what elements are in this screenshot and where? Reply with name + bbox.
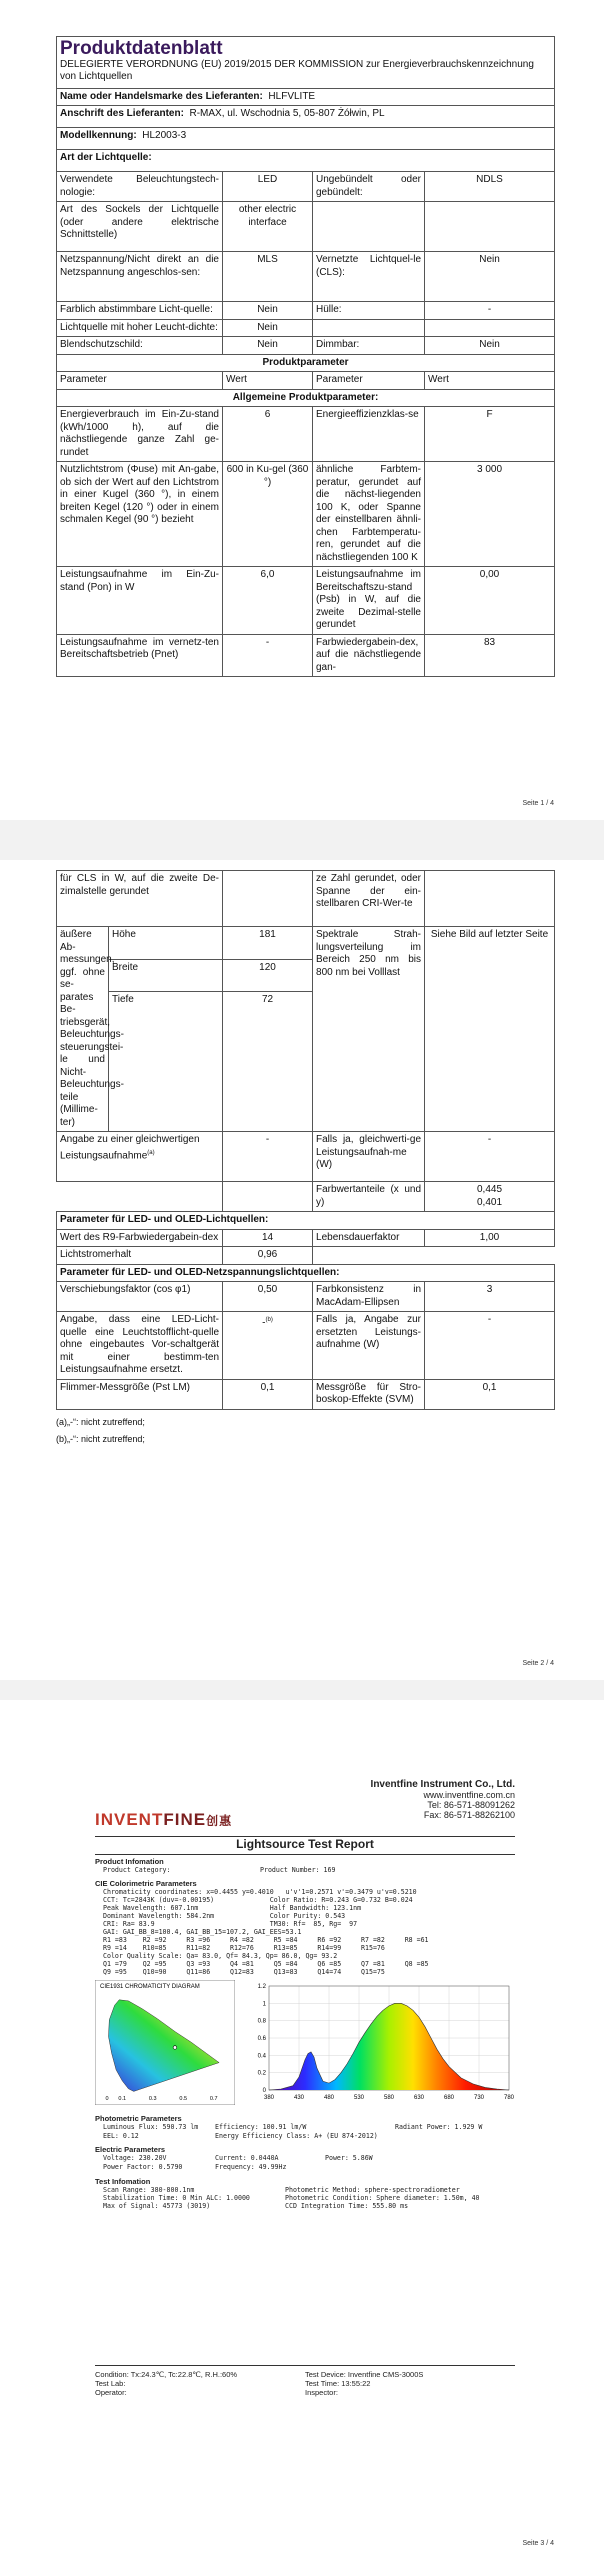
cell-label: für CLS in W, auf die zweite De-zimalstelle gerundet (57, 871, 223, 927)
col-header-value: Wert (223, 372, 313, 390)
general-params-header: Allgemeine Produktparameter: (57, 389, 555, 407)
cell-label: Vernetzte Lichtquel-le (CLS): (313, 252, 425, 302)
cell-label: Verwendete Beleuchtungstech-nologie: (57, 172, 223, 202)
cell-value: Nein (223, 319, 313, 337)
footnote-ref-b: (b) (265, 1317, 273, 1323)
cell-value: - (425, 302, 555, 320)
cie-line: Dominant Wavelength: 584.2nm Color Purity: 0.543 (103, 1912, 346, 1920)
cie-line: Peak Wavelength: 607.1nm Half Bandwidth: 123.1nm (103, 1904, 362, 1912)
cell-label: Leistungsaufnahme im vernetz-ten Bereitschaftsbetrieb (Pnet) (57, 634, 223, 677)
product-info-header: Product Infomation (95, 1857, 164, 1866)
cie-line: R1 =83 R2 =92 R3 =96 R4 =82 R5 =84 R6 =92 R7 =82 R8 =61 (103, 1936, 429, 1944)
table-row (57, 567, 555, 635)
stabilization-time: Stabilization Time: 0 Min ALC: 1.0000 (103, 2194, 250, 2202)
datasheet-table (56, 36, 555, 677)
y-tick-label: 0.6 (257, 2036, 266, 2042)
cell-label: Leistungsaufnahme im Ein-Zu-stand (Pon) in W (57, 567, 223, 635)
table-row (57, 634, 555, 677)
table-row (57, 407, 555, 462)
model-label: Modellkennung: (60, 130, 137, 141)
x-tick-label: 430 (293, 2095, 305, 2101)
table-row (57, 172, 555, 202)
equiv-power-w-label: Falls ja, gleichwerti-ge Leistungsaufnah-me (W) (313, 1132, 425, 1182)
table-row (57, 1247, 555, 1265)
replacement-w-label: Falls ja, Angabe zur ersetzten Leistungs-aufnahme (W) (313, 1312, 425, 1380)
electric-header: Electric Parameters (95, 2145, 166, 2154)
luminous-flux: Luminous Flux: 590.73 lm (103, 2123, 199, 2131)
x-tick-label: 530 (353, 2095, 365, 2101)
photometric-method: Photometric Method: sphere-spectroradiometer (285, 2186, 460, 2194)
cie-line: Q9 =95 Q10=90 Q11=86 Q12=83 Q13=83 Q14=74 Q15=75 (103, 1968, 385, 1976)
product-number: Product Number: 169 (260, 1866, 336, 1874)
type-label: Art der Lichtquelle: (60, 152, 152, 163)
empty-cell (313, 1247, 555, 1265)
x-tick-label: 380 (263, 2095, 275, 2101)
divider (95, 2365, 515, 2366)
table-row (57, 202, 555, 252)
table-row (57, 462, 555, 567)
footnotes (56, 1414, 554, 1448)
cie-diagram-title: CIE1931 CHROMATICITY DIAGRAM (100, 1984, 200, 1990)
cell-value: 6 (223, 407, 313, 462)
cell-value (425, 202, 555, 252)
table-row (57, 1312, 555, 1380)
cell-value: Nein (425, 337, 555, 355)
y-tick-label: 0.8 (257, 2018, 266, 2025)
datasheet-page-1 (56, 36, 554, 677)
eel: EEL: 0.12 (103, 2132, 139, 2140)
footnote-a: (a)„-“: nicht zutreffend; (56, 1416, 145, 1427)
datasheet-table-continued (56, 870, 555, 1410)
cell-value (223, 871, 313, 927)
r9-label: Wert des R9-Farbwiedergabein-dex (57, 1229, 223, 1247)
cell-value: 600 in Ku-gel (360 °) (223, 462, 313, 567)
table-row (57, 319, 555, 337)
page-3 (0, 1700, 604, 2560)
page-2 (0, 860, 604, 1680)
cie-line: GAI: GAI_BB_8=100.4, GAI_BB_15=107.2, GAI_EES=53.1 (103, 1928, 302, 1936)
divider (95, 1854, 515, 1855)
photometric-condition: Photometric Condition: Sphere diameter: 1.50m, 40 (285, 2194, 480, 2202)
displacement-factor-value: 0,50 (223, 1282, 313, 1312)
stroboscopic-value: 0,1 (425, 1379, 555, 1409)
y-tick-label: 0 (262, 2088, 266, 2094)
cie-line: R9 =14 R10=85 R11=82 R12=76 R13=85 R14=99 R15=76 (103, 1944, 385, 1952)
cell-label (313, 319, 425, 337)
frequency: Frequency: 49.99Hz (215, 2163, 287, 2171)
report-title: Lightsource Test Report (236, 1837, 374, 1851)
cell-label: Leistungsaufnahme im Bereitschaftszu-stand (Psb) in W, auf die zweite Dezimal-stelle gerundet (313, 567, 425, 635)
test-condition: Condition: Tx:24.3℃, Tc:22.8℃, R.H.:60% (95, 2370, 238, 2379)
page-number: Seite 1 / 4 (522, 800, 554, 807)
params-header: Produktparameter (57, 354, 555, 372)
chromaticity-point (173, 2046, 177, 2050)
dimension-width-value: 120 (223, 959, 313, 992)
chromaticity-label: Farbwertanteile (x und y) (313, 1182, 425, 1212)
energy-class: Energy Efficiency Class: A+ (EU 874-2012) (215, 2132, 378, 2140)
spectral-label: Spektrale Strah-lungsverteilung im Bereich 250 nm bis 800 nm bei Volllast (313, 927, 425, 1132)
cell-label (313, 202, 425, 252)
table-row (57, 302, 555, 320)
displacement-factor-label: Verschiebungsfaktor (cos φ1) (57, 1282, 223, 1312)
cell-value: MLS (223, 252, 313, 302)
color-consistency-value: 3 (425, 1282, 555, 1312)
col-header-param: Parameter (313, 372, 425, 390)
table-row (57, 252, 555, 302)
x-tick-label: 630 (413, 2095, 425, 2101)
cie-x-tick-label: 0.1 (118, 2096, 127, 2102)
cell-value: Nein (223, 302, 313, 320)
power: Power: 5.86W (325, 2154, 373, 2162)
scan-range: Scan Range: 380-800.1nm (103, 2186, 195, 2194)
test-info-section (95, 2178, 515, 2210)
cie-line: CRI: Ra= 83.9 TM30: Rf= 85, Rg= 97 (103, 1920, 358, 1928)
cell-value: F (425, 407, 555, 462)
cie-line: Q1 =79 Q2 =95 Q3 =93 Q4 =81 Q5 =84 Q6 =85 Q7 =81 Q8 =85 (103, 1960, 429, 1968)
photometric-section (95, 2115, 515, 2141)
color-consistency-label: Farbkonsistenz in MacAdam-Ellipsen (313, 1282, 425, 1312)
table-row (57, 1132, 555, 1182)
cell-label: Ungebündelt oder gebündelt: (313, 172, 425, 202)
photometric-header: Photometric Parameters (95, 2114, 182, 2123)
efficiency: Efficiency: 100.91 lm/W (215, 2123, 307, 2131)
cie-line: Chromaticity coordinates: x=0.4455 y=0.4010 u'v'1=0.2571 v'=0.3479 u'v=0.5210 (103, 1888, 417, 1896)
table-row (57, 1379, 555, 1409)
cell-value: 0,00 (425, 567, 555, 635)
company-name: Inventfine Instrument Co., Ltd. (370, 1779, 515, 1790)
cell-label: Energieverbrauch im Ein-Zu-stand (kWh/1000 h), auf die nächstliegende ganze Zahl ge-rundet (57, 407, 223, 462)
y-tick-label: 1 (262, 2001, 266, 2008)
table-row (57, 1182, 555, 1212)
test-info-header: Test Infomation (95, 2177, 151, 2186)
lifetime-value: 1,00 (425, 1229, 555, 1247)
page-title: Produktdatenblatt (60, 38, 223, 59)
x-tick-label: 480 (323, 2095, 335, 2101)
footnote-ref-a: (a) (147, 1149, 155, 1156)
cell-value: 83 (425, 634, 555, 677)
y-tick-label: 0.4 (257, 2053, 266, 2060)
table-row (57, 337, 555, 355)
page-number: Seite 2 / 4 (522, 1660, 554, 1667)
replacement-value: - (262, 1317, 266, 1329)
operator: Operator: (95, 2388, 127, 2397)
dimension-height-value: 181 (223, 927, 313, 960)
cell-value: 3 000 (425, 462, 555, 567)
cie-x-tick-label: 0 (105, 2096, 109, 2102)
supplier-name-label: Name oder Handelsmarke des Lieferanten: (60, 90, 263, 102)
cie-chromaticity-diagram (95, 1980, 235, 2105)
mains-params-header: Parameter für LED- und OLED-Netzspannungslichtquellen: (57, 1264, 555, 1282)
test-conditions (95, 2370, 515, 2397)
footnote-b: (b)„-“: nicht zutreffend; (56, 1433, 145, 1444)
replacement-w-value: - (425, 1312, 555, 1380)
supplier-address-label: Anschrift des Lieferanten: (60, 108, 184, 119)
cie-line: CCT: Tc=2843K (duv=-0.00195) Color Ratio: R=0.243 G=0.732 B=0.024 (103, 1896, 413, 1904)
chromaticity-x: 0,445 (477, 1184, 503, 1195)
radiant-power: Radiant Power: 1.929 W (395, 2123, 483, 2131)
cie-line: Color Quality Scale: Qa= 83.0, Qf= 84.3, Qp= 86.0, Qg= 93.2 (103, 1952, 338, 1960)
x-tick-label: 580 (383, 2095, 395, 2101)
cell-label: Farblich abstimmbare Licht-quelle: (57, 302, 223, 320)
flicker-value: 0,1 (223, 1379, 313, 1409)
cell-label: Dimmbar: (313, 337, 425, 355)
cie-x-tick-label: 0.7 (209, 2096, 218, 2102)
cell-value (425, 319, 555, 337)
company-fax: Fax: 86-571-88262100 (423, 1810, 515, 1820)
supplier-address: R-MAX, ul. Wschodnia 5, 05-807 Żółwin, PL (189, 108, 385, 119)
cell-label: Hülle: (313, 302, 425, 320)
x-tick-label: 730 (473, 2095, 485, 2101)
max-signal: Max of Signal: 45773 (3019) (103, 2202, 211, 2210)
test-report (95, 1780, 515, 2480)
current: Current: 0.0440A (215, 2154, 279, 2162)
cell-label: Nutzlichtstrom (Φuse) mit An-gabe, ob sich der Wert auf den Lichtstrom in einer Kugel (360 °), in einem breiten Kegel (120 °) oder in einem schmalen Kegel (90 °) bezieht (57, 462, 223, 567)
company-block (371, 1780, 515, 1820)
equiv-power-w-value: - (425, 1132, 555, 1182)
page-1 (0, 0, 604, 820)
cell-value: - (223, 634, 313, 677)
replacement-label: Angabe, dass eine LED-Licht-quelle eine Leuchtstofflicht-quelle ohne eingebautes Vor-schaltgerät mit einer bestimm-ten Leistungsaufnahme ersetzt. (57, 1312, 223, 1380)
power-factor: Power Factor: 0.5790 (103, 2163, 183, 2171)
y-tick-label: 1.2 (257, 1984, 266, 1990)
voltage: Voltage: 230.20V (103, 2154, 167, 2162)
spectral-value: Siehe Bild auf letzter Seite (425, 927, 555, 1132)
company-web: www.inventfine.com.cn (423, 1790, 515, 1800)
equiv-power-label: Angabe zu einer gleichwertigen Leistungsaufnahme (60, 1134, 200, 1161)
x-tick-label: 780 (503, 2095, 515, 2101)
regulation-text: DELEGIERTE VERORDNUNG (EU) 2019/2015 DER KOMMISSION zur Energieverbrauchskennzeichnung von Lichtquellen (60, 58, 534, 82)
cell-label: Farbwiedergabein-dex, auf die nächstliegende gan- (313, 634, 425, 677)
cell-label: Lichtquelle mit hoher Leucht-dichte: (57, 319, 223, 337)
cell-value: Nein (425, 252, 555, 302)
stroboscopic-label: Messgröße für Stro-boskop-Effekte (SVM) (313, 1379, 425, 1409)
cell-label: Art des Sockels der Lichtquelle (oder andere elektrische Schnittstelle) (57, 202, 223, 252)
logo-part-a: INVENT (95, 1810, 164, 1829)
datasheet-page-2 (56, 870, 554, 1448)
cell-value: LED (223, 172, 313, 202)
chromaticity-y: 0,401 (477, 1196, 503, 1208)
model-id: HL2003-3 (142, 130, 187, 141)
logo-part-cn: 创惠 (206, 1814, 233, 1828)
empty-cell (57, 1182, 223, 1212)
product-info-section (95, 1858, 515, 1875)
logo-part-b: FINE (163, 1810, 207, 1829)
col-header-value: Wert (425, 372, 555, 390)
col-header-param: Parameter (57, 372, 223, 390)
ccd-integration-time: CCD Integration Time: 555.80 ms (285, 2202, 409, 2210)
empty-cell (223, 1182, 313, 1212)
test-lab: Test Lab: (95, 2379, 126, 2388)
r9-value: 14 (223, 1229, 313, 1247)
cell-label: Energieeffizienzklas-se (313, 407, 425, 462)
cie-x-tick-label: 0.5 (179, 2096, 188, 2102)
page-number: Seite 3 / 4 (522, 2540, 554, 2547)
test-time: Test Time: 13:55:22 (305, 2379, 371, 2388)
table-row (57, 1282, 555, 1312)
dimension-depth-value: 72 (223, 992, 313, 1132)
supplier-name: HLFVLITE (268, 90, 316, 102)
inventfine-logo (95, 1810, 233, 1829)
cell-value (425, 871, 555, 927)
company-tel: Tel: 86-571-88091262 (427, 1800, 515, 1810)
cie-header: CIE Colorimetric Parameters (95, 1879, 197, 1888)
cie-x-tick-label: 0.3 (148, 2096, 157, 2102)
cie-lines (95, 1888, 515, 1976)
table-row (57, 927, 555, 960)
cell-value: other electric interface (223, 202, 313, 252)
cell-label: ähnliche Farbtem-peratur, gerundet auf die nächst-liegenden 100 K, oder Spanne der einstellbaren ähnli-chen Farbtemperatu-ren, gerundet auf die nächstliegenden 100 K (313, 462, 425, 567)
x-tick-label: 680 (443, 2095, 455, 2101)
dimension-depth-label: Tiefe (109, 992, 223, 1132)
dimension-height-label: Höhe (109, 927, 223, 960)
product-category: Product Category: (103, 1866, 171, 1874)
lumen-maintenance-label: Lichtstromerhalt (57, 1247, 223, 1265)
led-params-header: Parameter für LED- und OLED-Lichtquellen: (57, 1212, 555, 1230)
electric-section (95, 2146, 515, 2172)
lifetime-label: Lebensdauerfaktor (313, 1229, 425, 1247)
lumen-maintenance-value: 0,96 (223, 1247, 313, 1265)
table-row (57, 1229, 555, 1247)
cell-label: Blendschutzschild: (57, 337, 223, 355)
table-row (57, 871, 555, 927)
flicker-label: Flimmer-Messgröße (Pst LM) (57, 1379, 223, 1409)
equiv-power-value: - (223, 1132, 313, 1182)
cie-section (95, 1880, 515, 1976)
cell-value: NDLS (425, 172, 555, 202)
cell-label: ze Zahl gerundet, oder Spanne der ein-stellbaren CRI-Wer-te (313, 871, 425, 927)
spectral-distribution-chart (247, 1980, 515, 2105)
cell-value: 6,0 (223, 567, 313, 635)
dimension-width-label: Breite (109, 959, 223, 992)
test-device: Test Device: Inventfine CMS-3000S (305, 2370, 424, 2379)
cell-label: Netzspannung/Nicht direkt an die Netzspannung angeschlos-sen: (57, 252, 223, 302)
cell-value: Nein (223, 337, 313, 355)
inspector: Inspector: (305, 2388, 338, 2397)
y-tick-label: 0.2 (257, 2070, 266, 2077)
spectrum-area (269, 2003, 509, 2090)
dimensions-label: äußere Ab-messungen, ggf. ohne se-parates Be-triebsgerät, Beleuchtungs-steuerungstei-le und Nicht-Beleuchtungs-teile (Millime-ter) (57, 927, 109, 1132)
